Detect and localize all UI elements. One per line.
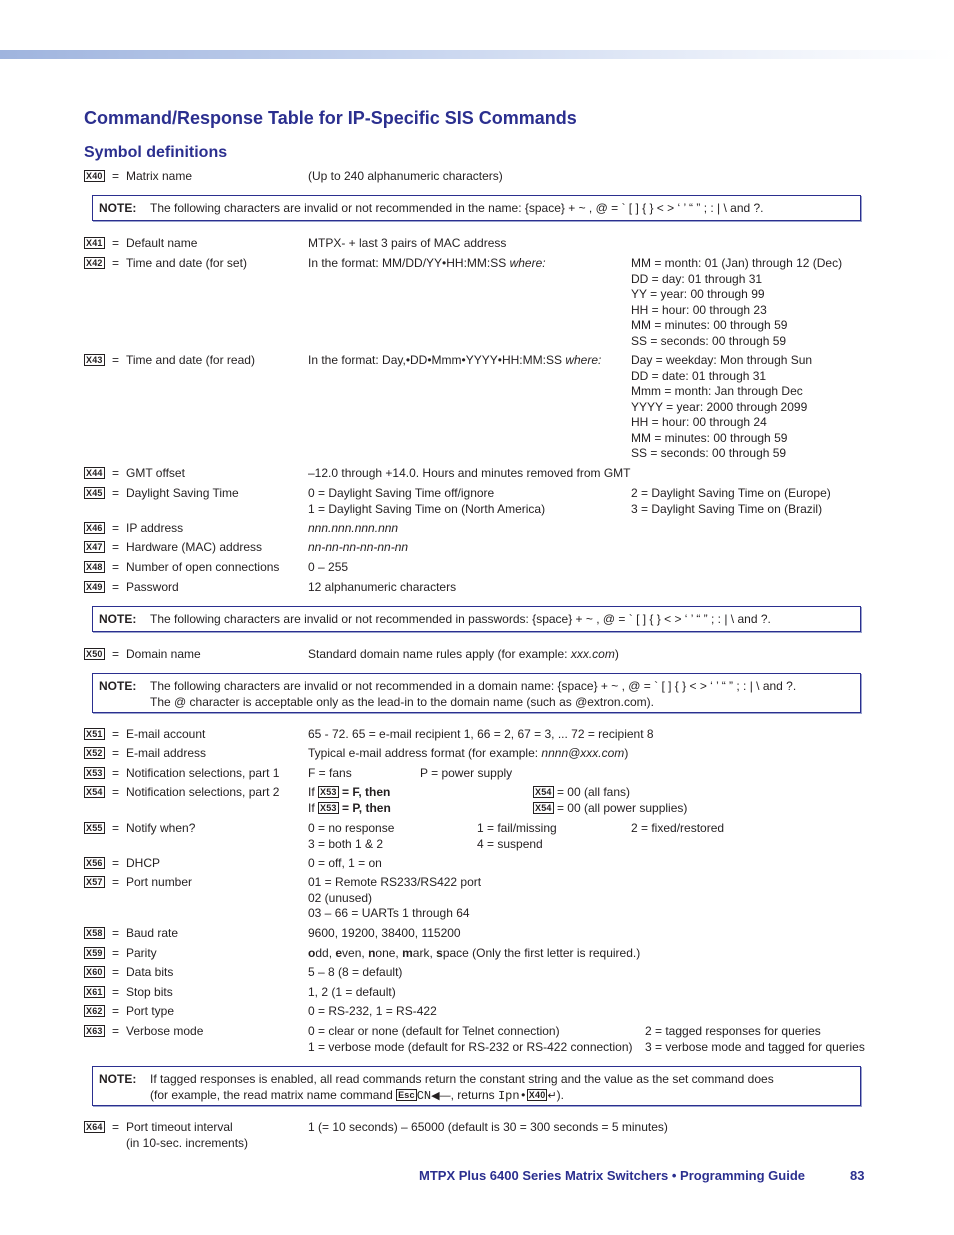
symbol-value: 1 = verbose mode (default for RS-232 or RS-422 connection) bbox=[308, 1039, 633, 1054]
symbol-x40: X40 bbox=[86, 171, 103, 181]
symbol-value: 03 – 66 = UARTs 1 through 64 bbox=[308, 906, 470, 920]
note-text: (for example, the read matrix name command Esc CN◀—, returns Ipn• X40 ↵). bbox=[150, 1087, 564, 1103]
symbol-value: 3 = verbose mode and tagged for queries bbox=[645, 1039, 865, 1054]
symbol-value: If X53 = P, then bbox=[308, 800, 391, 815]
symbol-value: (Up to 240 alphanumeric characters) bbox=[308, 169, 503, 183]
value-detail: SS = seconds: 00 through 59 bbox=[631, 446, 787, 460]
symbol-value: 0 = Daylight Saving Time off/ignore bbox=[308, 486, 495, 500]
note-text: The following characters are invalid or not recommended in a domain name: {space} + ~ , @ = ` [ ] { } < > ‘ ’ “ ” ; : | \ and ?. bbox=[150, 679, 797, 693]
symbol-x57: X57 bbox=[86, 877, 103, 887]
symbol-x61: X61 bbox=[86, 987, 103, 997]
symbol-label: Stop bits bbox=[126, 985, 173, 999]
note-text: The following characters are invalid or not recommended in the name: {space} + ~ , @ = ` [ ] { } < > ‘ ’ “ ” ; : | \ and ?. bbox=[150, 201, 764, 215]
symbol-value: 2 = tagged responses for queries bbox=[645, 1024, 821, 1038]
equals: = bbox=[112, 785, 120, 799]
equals: = bbox=[112, 875, 120, 889]
symbol-x46: X46 bbox=[86, 523, 103, 533]
symbol-label: Default name bbox=[126, 236, 198, 250]
symbol-label: Port number bbox=[126, 875, 193, 889]
enter-arrow-icon: ◀— bbox=[431, 1089, 451, 1102]
equals: = bbox=[112, 560, 120, 574]
symbol-x41: X41 bbox=[86, 238, 103, 248]
symbol-value: 1 (= 10 seconds) – 65000 (default is 30 = 300 seconds = 5 minutes) bbox=[308, 1120, 668, 1134]
symbol-x50: X50 bbox=[86, 649, 103, 659]
equals: = bbox=[112, 1024, 120, 1038]
symbol-x60: X60 bbox=[86, 967, 103, 977]
note-label: NOTE: bbox=[99, 201, 137, 215]
symbol-value: 1 = Daylight Saving Time on (North America) bbox=[308, 501, 546, 516]
symbol-value: 65 - 72. 65 = e-mail recipient 1, 66 = 2, 67 = 3, ... 72 = recipient 8 bbox=[308, 727, 654, 741]
symbol-value: 02 (unused) bbox=[308, 890, 373, 905]
equals: = bbox=[112, 647, 120, 661]
symbol-label: Time and date (for read) bbox=[126, 353, 255, 367]
symbol-label: Port timeout interval bbox=[126, 1120, 233, 1134]
symbol-value: F = fans bbox=[308, 766, 352, 780]
symbol-value: 0 = RS-232, 1 = RS-422 bbox=[308, 1004, 437, 1018]
note-box-domain bbox=[92, 673, 861, 713]
symbol-label: Verbose mode bbox=[126, 1024, 204, 1038]
equals: = bbox=[112, 353, 120, 367]
value-detail: DD = date: 01 through 31 bbox=[631, 368, 767, 383]
header-gradient-bar bbox=[0, 50, 954, 59]
symbol-value: 12 alphanumeric characters bbox=[308, 580, 457, 594]
symbol-label: Baud rate bbox=[126, 926, 179, 940]
symbol-value: 0 = clear or none (default for Telnet connection) bbox=[308, 1024, 560, 1038]
esc-key-icon: Esc bbox=[398, 1089, 415, 1100]
value-detail: 3 = Daylight Saving Time on (Brazil) bbox=[631, 501, 823, 516]
symbol-x47: X47 bbox=[86, 542, 103, 552]
symbol-value: In the format: Day,•DD•Mmm•YYYY•HH:MM:SS where: bbox=[308, 353, 602, 367]
value-detail: SS = seconds: 00 through 59 bbox=[631, 333, 787, 348]
symbol-value: 3 = both 1 & 2 bbox=[308, 836, 384, 851]
symbol-x54: X54 bbox=[86, 787, 103, 797]
symbol-x43: X43 bbox=[86, 355, 103, 365]
symbol-x58: X58 bbox=[86, 928, 103, 938]
symbol-label: Hardware (MAC) address bbox=[126, 540, 263, 554]
value-detail: YYYY = year: 2000 through 2099 bbox=[631, 399, 808, 414]
symbol-x52: X52 bbox=[86, 748, 103, 758]
equals: = bbox=[112, 1004, 120, 1018]
symbol-x49: X49 bbox=[86, 582, 103, 592]
symbol-value: –12.0 through +14.0. Hours and minutes removed from GMT bbox=[308, 466, 631, 480]
value-detail: HH = hour: 00 through 23 bbox=[631, 302, 767, 317]
equals: = bbox=[112, 256, 120, 270]
symbol-label: Matrix name bbox=[126, 169, 193, 183]
symbol-label: DHCP bbox=[126, 856, 161, 870]
equals: = bbox=[112, 965, 120, 979]
symbol-value: P = power supply bbox=[420, 766, 513, 780]
symbol-value: In the format: MM/DD/YY•HH:MM:SS where: bbox=[308, 256, 546, 270]
value-detail: MM = minutes: 00 through 59 bbox=[631, 430, 788, 445]
symbol-label: Parity bbox=[126, 946, 157, 960]
value-detail: Day = weekday: Mon through Sun bbox=[631, 353, 813, 367]
symbol-label: Notification selections, part 2 bbox=[126, 785, 280, 799]
symbol-label: Port type bbox=[126, 1004, 175, 1018]
symbol-value: 0 = no response bbox=[308, 821, 395, 835]
equals: = bbox=[112, 1120, 120, 1134]
equals: = bbox=[112, 766, 120, 780]
symbol-label: Password bbox=[126, 580, 179, 594]
symbol-x63: X63 bbox=[86, 1026, 103, 1036]
symbol-x51: X51 bbox=[86, 729, 103, 739]
equals: = bbox=[112, 746, 120, 760]
symbol-label: GMT offset bbox=[126, 466, 185, 480]
equals: = bbox=[112, 236, 120, 250]
symbol-value: 1, 2 (1 = default) bbox=[308, 985, 396, 999]
page-number: 83 bbox=[850, 1168, 865, 1183]
page-title: Command/Response Table for IP-Specific SIS Commands bbox=[84, 108, 577, 128]
note-text: The following characters are invalid or not recommended in passwords: {space} + ~ , @ = ` [ ] { } < > ‘ ’ “ ” ; : | \ and ?. bbox=[150, 612, 771, 626]
symbol-value: nn-nn-nn-nn-nn-nn bbox=[308, 540, 409, 554]
symbol-label: (in 10-sec. increments) bbox=[126, 1135, 249, 1150]
note-box-name bbox=[92, 195, 861, 221]
symbol-x53: X53 bbox=[86, 768, 103, 778]
note-text: If tagged responses is enabled, all read commands return the constant string and the value as the set command does bbox=[150, 1072, 774, 1086]
symbol-label: Number of open connections bbox=[126, 560, 280, 574]
note-label: NOTE: bbox=[99, 612, 137, 626]
equals: = bbox=[112, 580, 120, 594]
symbol-x64: X64 bbox=[86, 1122, 103, 1132]
symbol-value: X54 = 00 (all power supplies) bbox=[535, 800, 688, 815]
symbol-x48: X48 bbox=[86, 562, 103, 572]
equals: = bbox=[112, 985, 120, 999]
value-detail: YY = year: 00 through 99 bbox=[631, 287, 765, 301]
symbol-x44: X44 bbox=[86, 468, 103, 478]
symbol-label: E-mail account bbox=[126, 727, 206, 741]
footer-title: MTPX Plus 6400 Series Matrix Switchers • Programming Guide bbox=[419, 1168, 806, 1183]
equals: = bbox=[112, 466, 120, 480]
return-arrow-icon: ↵ bbox=[547, 1089, 557, 1102]
value-detail: Mmm = month: Jan through Dec bbox=[631, 384, 803, 398]
note-box-password bbox=[92, 606, 861, 632]
equals: = bbox=[112, 521, 120, 535]
symbol-label: Notification selections, part 1 bbox=[126, 766, 280, 780]
symbol-x56: X56 bbox=[86, 858, 103, 868]
symbol-value: 0 – 255 bbox=[308, 560, 349, 574]
equals: = bbox=[112, 946, 120, 960]
symbol-value: 4 = suspend bbox=[477, 836, 543, 851]
value-detail: DD = day: 01 through 31 bbox=[631, 271, 763, 286]
note-box-tagged bbox=[92, 1066, 861, 1106]
equals: = bbox=[112, 926, 120, 940]
equals: = bbox=[112, 169, 120, 183]
symbol-label: Time and date (for set) bbox=[126, 256, 247, 270]
symbol-label: IP address bbox=[126, 521, 184, 535]
note-label: NOTE: bbox=[99, 679, 137, 693]
equals: = bbox=[112, 540, 120, 554]
symbol-x45: X45 bbox=[86, 488, 103, 498]
symbol-value: If X53 = F, then bbox=[308, 785, 391, 799]
symbol-value: Typical e-mail address format (for example: nnnn@xxx.com) bbox=[308, 746, 629, 760]
symbol-value: nnn.nnn.nnn.nnn bbox=[308, 521, 399, 535]
equals: = bbox=[112, 727, 120, 741]
symbol-label: Notify when? bbox=[126, 821, 196, 835]
symbol-value: Standard domain name rules apply (for example: xxx.com) bbox=[308, 647, 619, 661]
symbol-x55: X55 bbox=[86, 823, 103, 833]
symbol-value: 5 – 8 (8 = default) bbox=[308, 965, 403, 979]
value-detail: 2 = Daylight Saving Time on (Europe) bbox=[631, 486, 831, 500]
symbol-value: X54 = 00 (all fans) bbox=[535, 785, 631, 799]
section-title: Symbol definitions bbox=[84, 144, 228, 161]
symbol-value: 9600, 19200, 38400, 115200 bbox=[308, 926, 461, 940]
symbol-x42: X42 bbox=[86, 258, 103, 268]
symbol-label: Domain name bbox=[126, 647, 201, 661]
equals: = bbox=[112, 856, 120, 870]
symbol-label: Data bits bbox=[126, 965, 174, 979]
equals: = bbox=[112, 821, 120, 835]
symbol-value: 0 = off, 1 = on bbox=[308, 856, 382, 870]
value-detail: MM = minutes: 00 through 59 bbox=[631, 318, 788, 332]
symbol-label: E-mail address bbox=[126, 746, 207, 760]
symbol-value: 2 = fixed/restored bbox=[631, 821, 725, 835]
symbol-value: 01 = Remote RS233/RS422 port bbox=[308, 875, 482, 889]
equals: = bbox=[112, 486, 120, 500]
symbol-value: odd, even, none, mark, space (Only the first letter is required.) bbox=[308, 946, 641, 960]
symbol-x62: X62 bbox=[86, 1006, 103, 1016]
symbol-label: Daylight Saving Time bbox=[126, 486, 239, 500]
symbol-value: 1 = fail/missing bbox=[477, 821, 557, 835]
symbol-x59: X59 bbox=[86, 948, 103, 958]
note-text: The @ character is acceptable only as the lead-in to the domain name (such as @extron.com). bbox=[150, 694, 654, 709]
note-label: NOTE: bbox=[99, 1072, 137, 1086]
value-detail: MM = month: 01 (Jan) through 12 (Dec) bbox=[631, 256, 843, 270]
value-detail: HH = hour: 00 through 24 bbox=[631, 415, 767, 429]
symbol-value: MTPX- + last 3 pairs of MAC address bbox=[308, 236, 507, 250]
